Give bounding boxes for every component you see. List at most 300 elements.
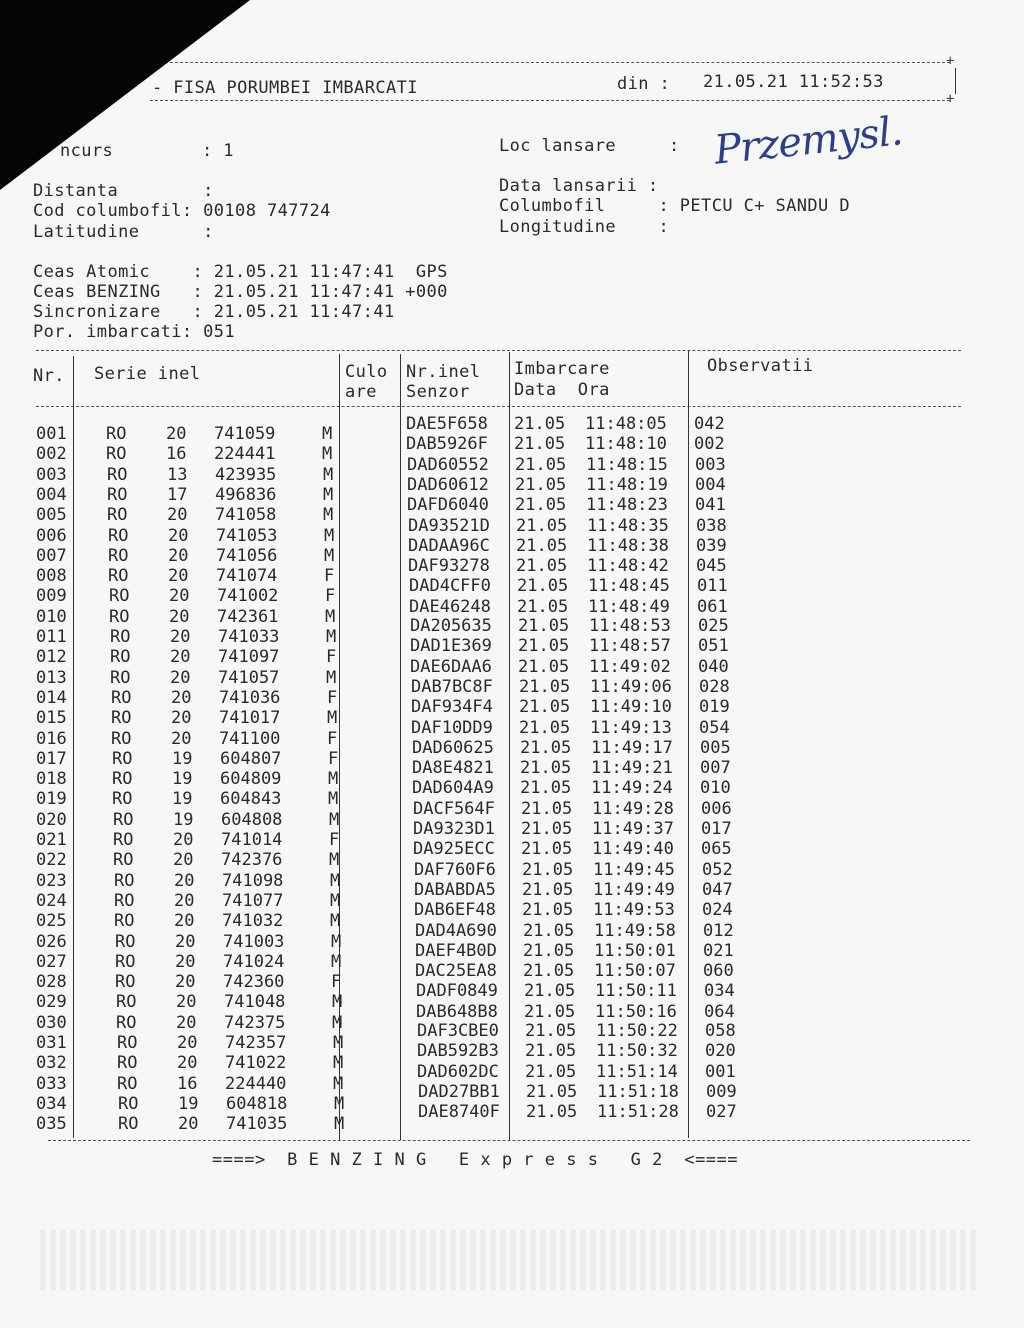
header-corner-mark: + [946,53,955,69]
row-nr: 004 [36,484,67,505]
row-sex: M [333,1033,344,1053]
row-year: 20 [175,951,196,972]
row-sex: F [327,687,338,708]
row-ring-number: 224441 [214,444,276,465]
row-time: 11:49:13 [590,717,672,738]
row-sensor: DA205635 [410,616,492,636]
row-observation: 041 [695,495,726,516]
row-ring-number: 604809 [220,769,282,790]
row-date: 21.05 [521,819,573,839]
row-observation: 039 [696,535,727,556]
row-country: RO [114,870,135,891]
row-date: 21.05 [514,434,566,455]
date-label: din : [617,74,671,94]
row-observation: 020 [705,1041,736,1062]
row-date: 21.05 [525,1061,577,1082]
document-title: - FISA PORUMBEI IMBARCATI [152,78,418,98]
distanta-line: Distanta : [33,181,214,201]
row-time: 11:50:11 [595,981,677,1002]
row-sex: F [328,748,339,769]
row-country: RO [111,728,132,749]
row-ring-number: 741033 [218,627,280,647]
row-ring-number: 741036 [219,687,281,708]
row-sensor: DAF934F4 [411,697,493,718]
row-ring-number: 742361 [217,606,279,627]
row-time: 11:48:45 [588,576,670,597]
row-year: 20 [170,667,191,688]
row-sex: F [331,972,342,993]
row-observation: 064 [704,1001,735,1022]
row-observation: 001 [705,1061,736,1082]
row-year: 20 [177,1033,198,1053]
row-sensor: DAEF4B0D [415,940,497,961]
row-sensor: DAF3CBE0 [417,1021,499,1041]
row-sex: M [333,1053,344,1074]
row-ring-number: 741097 [218,647,280,668]
row-ring-number: 741003 [223,931,285,952]
row-sex: F [327,728,338,749]
row-time: 11:48:49 [588,596,670,617]
row-ring-number: 741059 [214,424,276,444]
row-observation: 007 [700,758,731,779]
row-sensor: DAD1E369 [410,636,492,657]
row-date: 21.05 [521,798,573,819]
row-nr: 018 [36,769,67,790]
row-observation: 047 [702,879,733,900]
row-nr: 014 [36,687,67,708]
row-ring-number: 423935 [215,464,277,485]
row-date: 21.05 [522,900,574,921]
row-country: RO [110,627,131,647]
row-year: 19 [178,1093,199,1114]
row-nr: 034 [36,1093,67,1114]
row-sensor: DAE5F658 [406,414,488,434]
row-year: 20 [174,890,195,911]
row-date: 21.05 [525,1041,577,1062]
row-sensor: DACF564F [413,798,495,819]
columbofil-line: Columbofil : PETCU C+ SANDU D [499,196,850,216]
col-header-nr-inel-2: Senzor [406,382,470,402]
row-nr: 019 [36,789,67,810]
concurs-value: : 1 [202,141,234,161]
row-ring-number: 604808 [221,809,283,830]
row-sex: M [330,870,341,891]
table-top-rule [36,350,961,351]
row-time: 11:48:10 [585,434,667,455]
row-country: RO [111,708,132,729]
row-year: 16 [177,1073,198,1094]
row-sensor: DAE6DAA6 [410,656,492,677]
row-ring-number: 604818 [226,1093,288,1114]
sincronizare-line: Sincronizare : 21.05.21 11:47:41 [33,302,395,322]
row-country: RO [116,992,137,1013]
row-country: RO [106,444,127,465]
row-date: 21.05 [514,414,566,434]
row-observation: 004 [695,474,726,495]
row-country: RO [118,1114,139,1135]
row-time: 11:49:21 [591,758,673,779]
row-observation: 024 [702,900,733,921]
loc-lansare-label: Loc lansare [499,136,616,156]
row-year: 13 [167,464,188,485]
row-country: RO [106,424,127,444]
row-sensor: DAD4CFF0 [409,576,491,597]
row-time: 11:49:06 [590,676,672,697]
row-country: RO [109,606,130,627]
row-date: 21.05 [523,961,575,982]
row-nr: 001 [36,424,67,444]
row-nr: 029 [36,992,67,1013]
row-observation: 002 [694,434,725,455]
row-sensor: DAD60625 [412,737,494,758]
row-sensor: DAB592B3 [417,1041,499,1062]
row-observation: 010 [700,778,731,799]
row-sex: F [329,830,340,850]
row-sex: M [326,667,337,688]
row-ring-number: 741053 [216,525,278,546]
col-header-serie-inel: Serie inel [94,364,201,384]
row-time: 11:48:23 [586,495,668,516]
row-year: 20 [177,1053,198,1074]
row-ring-number: 742376 [221,850,283,871]
row-time: 11:48:05 [585,414,667,434]
row-date: 21.05 [521,839,573,860]
row-observation: 006 [701,798,732,819]
row-sex: M [324,525,335,546]
row-ring-number: 741024 [223,951,285,972]
row-date: 21.05 [515,495,567,516]
row-sex: M [330,890,341,911]
row-date: 21.05 [525,1021,577,1041]
row-sex: M [328,789,339,810]
row-year: 20 [169,606,190,627]
footer-brand: ====> B E N Z I N G E x p r e s s G 2 <==== [212,1150,739,1170]
row-date: 21.05 [515,474,567,495]
row-nr: 025 [36,911,67,932]
row-ring-number: 741035 [226,1114,288,1135]
row-sex: M [332,1012,343,1033]
row-year: 20 [170,627,191,647]
row-nr: 012 [36,647,67,668]
row-country: RO [115,972,136,993]
row-country: RO [117,1073,138,1094]
row-nr: 013 [36,667,67,688]
row-sex: M [329,809,340,830]
row-year: 20 [171,708,192,729]
ceas-benzing-line: Ceas BENZING : 21.05.21 11:47:41 +000 [33,282,448,302]
row-nr: 023 [36,870,67,891]
row-date: 21.05 [524,1001,576,1022]
row-date: 21.05 [523,940,575,961]
row-observation: 051 [698,636,729,657]
row-time: 11:51:28 [597,1102,679,1123]
row-country: RO [108,545,129,566]
row-year: 20 [168,545,189,566]
row-sex: M [333,1073,344,1094]
row-country: RO [113,809,134,830]
row-ring-number: 741032 [222,911,284,932]
row-country: RO [116,1012,137,1033]
row-nr: 016 [36,728,67,749]
row-time: 11:48:15 [586,454,668,475]
row-time: 11:50:01 [594,940,676,961]
table-bottom-rule [48,1140,970,1141]
row-observation: 028 [699,676,730,697]
row-observation: 012 [703,920,734,941]
col-separator [73,356,74,1138]
date-value: 21.05.21 11:52:53 [703,72,884,92]
ceas-atomic-line: Ceas Atomic : 21.05.21 11:47:41 GPS [33,262,448,282]
row-time: 11:49:37 [592,819,674,839]
row-date: 21.05 [516,535,568,556]
row-nr: 003 [36,464,67,485]
row-ring-number: 742360 [223,972,285,993]
row-nr: 006 [36,525,67,546]
row-sensor: DAB6EF48 [414,900,496,921]
row-nr: 007 [36,545,67,566]
row-time: 11:48:19 [586,474,668,495]
row-nr: 030 [36,1012,67,1033]
bleed-through-text [40,1230,980,1290]
row-sex: F [325,586,336,607]
row-observation: 017 [701,819,732,839]
row-sex: M [324,545,335,566]
row-sex: F [324,566,335,587]
row-observation: 058 [705,1021,736,1041]
row-time: 11:51:18 [597,1081,679,1102]
row-country: RO [115,951,136,972]
row-time: 11:48:38 [587,535,669,556]
row-ring-number: 496836 [215,484,277,505]
row-year: 16 [166,444,187,465]
col-separator [688,350,689,1138]
latitudine-line: Latitudine : [33,222,214,242]
row-year: 20 [167,505,188,526]
row-year: 19 [173,809,194,830]
row-country: RO [114,911,135,932]
row-sex: M [328,769,339,790]
header-bottom-rule [150,100,950,101]
header-right-border [955,68,956,94]
row-ring-number: 741100 [219,728,281,749]
row-observation: 019 [699,697,730,718]
row-ring-number: 741098 [222,870,284,891]
por-imbarcati-line: Por. imbarcati: 051 [33,322,236,342]
row-time: 11:50:22 [596,1021,678,1041]
row-country: RO [113,850,134,871]
row-observation: 021 [703,940,734,961]
row-country: RO [107,505,128,526]
row-sensor: DAD602DC [417,1061,499,1082]
row-observation: 061 [697,596,728,617]
row-country: RO [111,687,132,708]
row-year: 20 [168,525,189,546]
col-header-nr: Nr. [33,366,65,386]
row-year: 20 [171,728,192,749]
row-year: 20 [170,647,191,668]
row-sex: M [325,606,336,627]
row-ring-number: 741002 [217,586,279,607]
row-date: 21.05 [516,515,568,536]
row-sex: M [334,1093,345,1114]
row-nr: 015 [36,708,67,729]
row-year: 19 [172,789,193,810]
concurs-label: ncurs [60,141,114,161]
data-lansarii-line: Data lansarii : [499,176,659,196]
row-sex: M [329,850,340,871]
row-sensor: DA9323D1 [413,819,495,839]
row-country: RO [108,566,129,587]
row-year: 17 [167,484,188,505]
row-time: 11:48:42 [587,556,669,577]
row-nr: 024 [36,890,67,911]
row-observation: 040 [698,656,729,677]
row-time: 11:50:07 [594,961,676,982]
row-year: 20 [173,830,194,850]
row-date: 21.05 [523,920,575,941]
row-time: 11:49:28 [592,798,674,819]
row-time: 11:48:57 [589,636,671,657]
row-sensor: DA8E4821 [412,758,494,779]
row-year: 20 [176,1012,197,1033]
row-sex: F [326,647,337,668]
col-header-imbarcare-2: Data Ora [514,380,610,400]
row-date: 21.05 [516,556,568,577]
row-nr: 010 [36,606,67,627]
row-ring-number: 741048 [224,992,286,1013]
row-country: RO [109,586,130,607]
row-country: RO [108,525,129,546]
row-sex: M [323,484,334,505]
row-time: 11:48:35 [587,515,669,536]
row-country: RO [117,1033,138,1053]
row-sensor: DAF93278 [408,556,490,577]
row-sex: M [332,992,343,1013]
row-date: 21.05 [517,596,569,617]
row-ring-number: 741014 [221,830,283,850]
row-date: 21.05 [519,676,571,697]
row-date: 21.05 [518,636,570,657]
row-sex: M [323,505,334,526]
row-sensor: DAF10DD9 [411,717,493,738]
row-time: 11:49:45 [593,859,675,880]
row-ring-number: 742357 [225,1033,287,1053]
row-date: 21.05 [526,1081,578,1102]
row-observation: 011 [697,576,728,597]
row-ring-number: 741022 [225,1053,287,1074]
row-country: RO [113,830,134,850]
row-country: RO [115,931,136,952]
row-country: RO [118,1093,139,1114]
header-top-rule [150,62,950,63]
handwritten-release-location: Przemysl. [712,108,905,174]
row-sensor: DAE8740F [418,1102,500,1123]
row-year: 20 [174,870,195,891]
row-sensor: DABABDA5 [414,879,496,900]
row-sex: M [330,911,341,932]
row-year: 20 [169,586,190,607]
row-nr: 020 [36,809,67,830]
row-ring-number: 604843 [220,789,282,810]
row-ring-number: 742375 [224,1012,286,1033]
row-nr: 005 [36,505,67,526]
row-date: 21.05 [520,758,572,779]
cod-columbofil-line: Cod columbofil: 00108 747724 [33,201,331,221]
header-corner-mark: + [946,91,955,107]
row-sensor: DAC25EA8 [415,961,497,982]
row-time: 11:49:40 [592,839,674,860]
row-nr: 035 [36,1114,67,1135]
row-sex: M [326,627,337,647]
row-date: 21.05 [522,879,574,900]
row-country: RO [112,748,133,769]
row-date: 21.05 [518,656,570,677]
row-nr: 002 [36,444,67,465]
row-year: 20 [174,911,195,932]
row-country: RO [107,484,128,505]
row-year: 20 [175,931,196,952]
row-observation: 052 [702,859,733,880]
row-sensor: DAFD6040 [407,495,489,516]
col-header-imbarcare-1: Imbarcare [514,359,610,379]
row-year: 20 [166,424,187,444]
row-nr: 008 [36,566,67,587]
row-country: RO [107,464,128,485]
row-sensor: DA93521D [408,515,490,536]
row-time: 11:49:53 [593,900,675,921]
loc-lansare-separator: : [669,136,680,156]
row-ring-number: 741077 [222,890,284,911]
row-observation: 034 [704,981,735,1002]
row-ring-number: 741017 [219,708,281,729]
row-observation: 027 [706,1102,737,1123]
row-sensor: DA925ECC [413,839,495,860]
row-nr: 028 [36,972,67,993]
row-date: 21.05 [518,616,570,636]
row-sensor: DAF760F6 [414,859,496,880]
row-sensor: DAD60552 [407,454,489,475]
row-year: 20 [173,850,194,871]
row-sensor: DAD4A690 [415,920,497,941]
row-sex: M [322,424,333,444]
row-sensor: DAB648B8 [416,1001,498,1022]
row-time: 11:51:14 [596,1061,678,1082]
row-sensor: DAE46248 [409,596,491,617]
row-nr: 027 [36,951,67,972]
row-observation: 054 [699,717,730,738]
row-date: 21.05 [522,859,574,880]
row-nr: 017 [36,748,67,769]
row-sensor: DAB5926F [406,434,488,455]
row-observation: 060 [703,961,734,982]
row-date: 21.05 [517,576,569,597]
row-observation: 025 [698,616,729,636]
row-sensor: DAD604A9 [412,778,494,799]
row-nr: 009 [36,586,67,607]
row-nr: 031 [36,1033,67,1053]
row-country: RO [112,789,133,810]
row-year: 20 [168,566,189,587]
row-sensor: DADAA96C [408,535,490,556]
row-year: 20 [171,687,192,708]
row-ring-number: 741056 [216,545,278,566]
row-date: 21.05 [519,717,571,738]
row-time: 11:49:58 [594,920,676,941]
row-country: RO [110,667,131,688]
row-year: 20 [176,992,197,1013]
row-sex: M [334,1114,345,1135]
longitudine-line: Longitudine : [499,217,670,237]
